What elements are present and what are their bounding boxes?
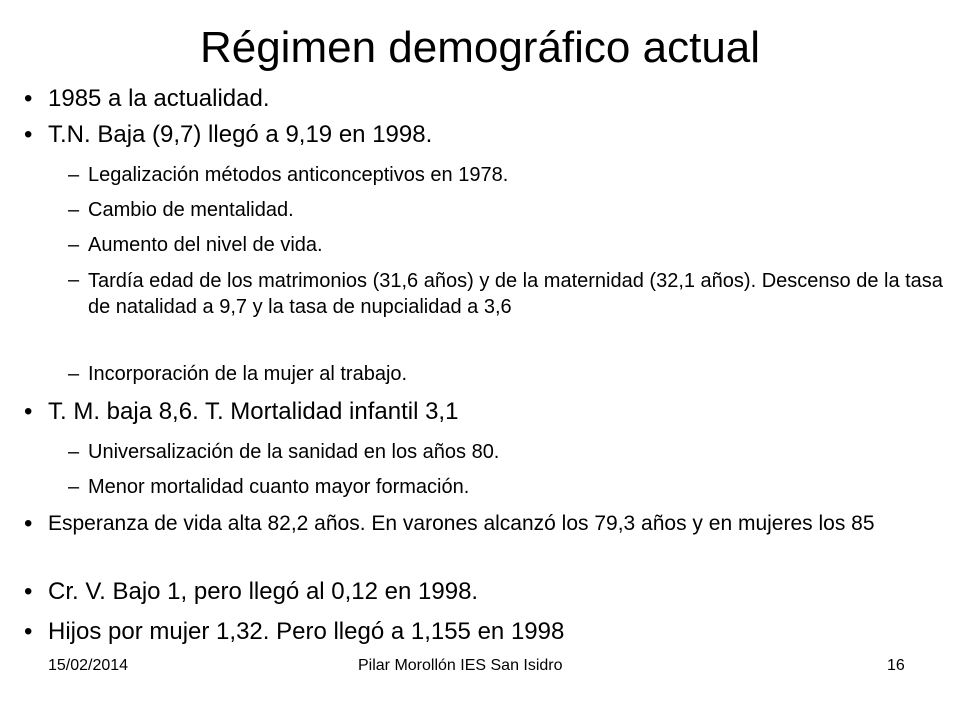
dash-marker: – [68,164,80,186]
slide-title: Régimen demográfico actual [199,23,761,72]
sub-bullet-text: Aumento del nivel de vida. [88,234,323,256]
dash-marker: – [68,199,80,221]
bullet-text: T. M. baja 8,6. T. Mortalidad infantil 3,1 [48,398,459,425]
sub-bullet-text: Incorporación de la mujer al trabajo. [88,363,408,385]
footer-page-number: 16 [887,657,905,674]
sub-bullet-text: Cambio de mentalidad. [88,199,294,221]
dash-marker: – [68,269,80,291]
dash-marker: – [68,476,80,498]
dash-marker: – [68,234,80,256]
footer-author: Pilar Morollón IES San Isidro [358,657,563,674]
bullet-marker: • [24,121,33,148]
footer-date: 15/02/2014 [48,657,129,674]
dash-marker: – [68,441,80,463]
sub-bullet-text: Menor mortalidad cuanto mayor formación. [88,476,470,498]
sub-bullet-text: Legalización métodos anticonceptivos en 1978. [88,164,509,186]
bullet-text: Cr. V. Bajo 1, pero llegó al 0,12 en 1998. [48,578,479,605]
bullet-marker: • [24,618,33,645]
bullet-marker: • [24,85,33,112]
sub-bullet-text: Tardía edad de los matrimonios (31,6 años) y de la maternidad (32,1 años). Descenso de la tasa de natalidad a 9,7 y la tasa de nupcialidad a 3,6 [88,270,943,318]
sub-bullet-text: Universalización de la sanidad en los años 80. [88,441,500,463]
bullet-text: Hijos por mujer 1,32. Pero llegó a 1,155 en 1998 [48,618,565,645]
bullet-marker: • [24,510,33,537]
bullet-text: T.N. Baja (9,7) llegó a 9,19 en 1998. [48,121,433,148]
bullet-text: Esperanza de vida alta 82,2 años. En varones alcanzó los 79,3 años y en mujeres los 85 [48,512,875,535]
dash-marker: – [68,363,80,385]
bullet-marker: • [24,578,33,605]
bullet-text: 1985 a la actualidad. [48,85,270,112]
bullet-marker: • [24,398,33,425]
